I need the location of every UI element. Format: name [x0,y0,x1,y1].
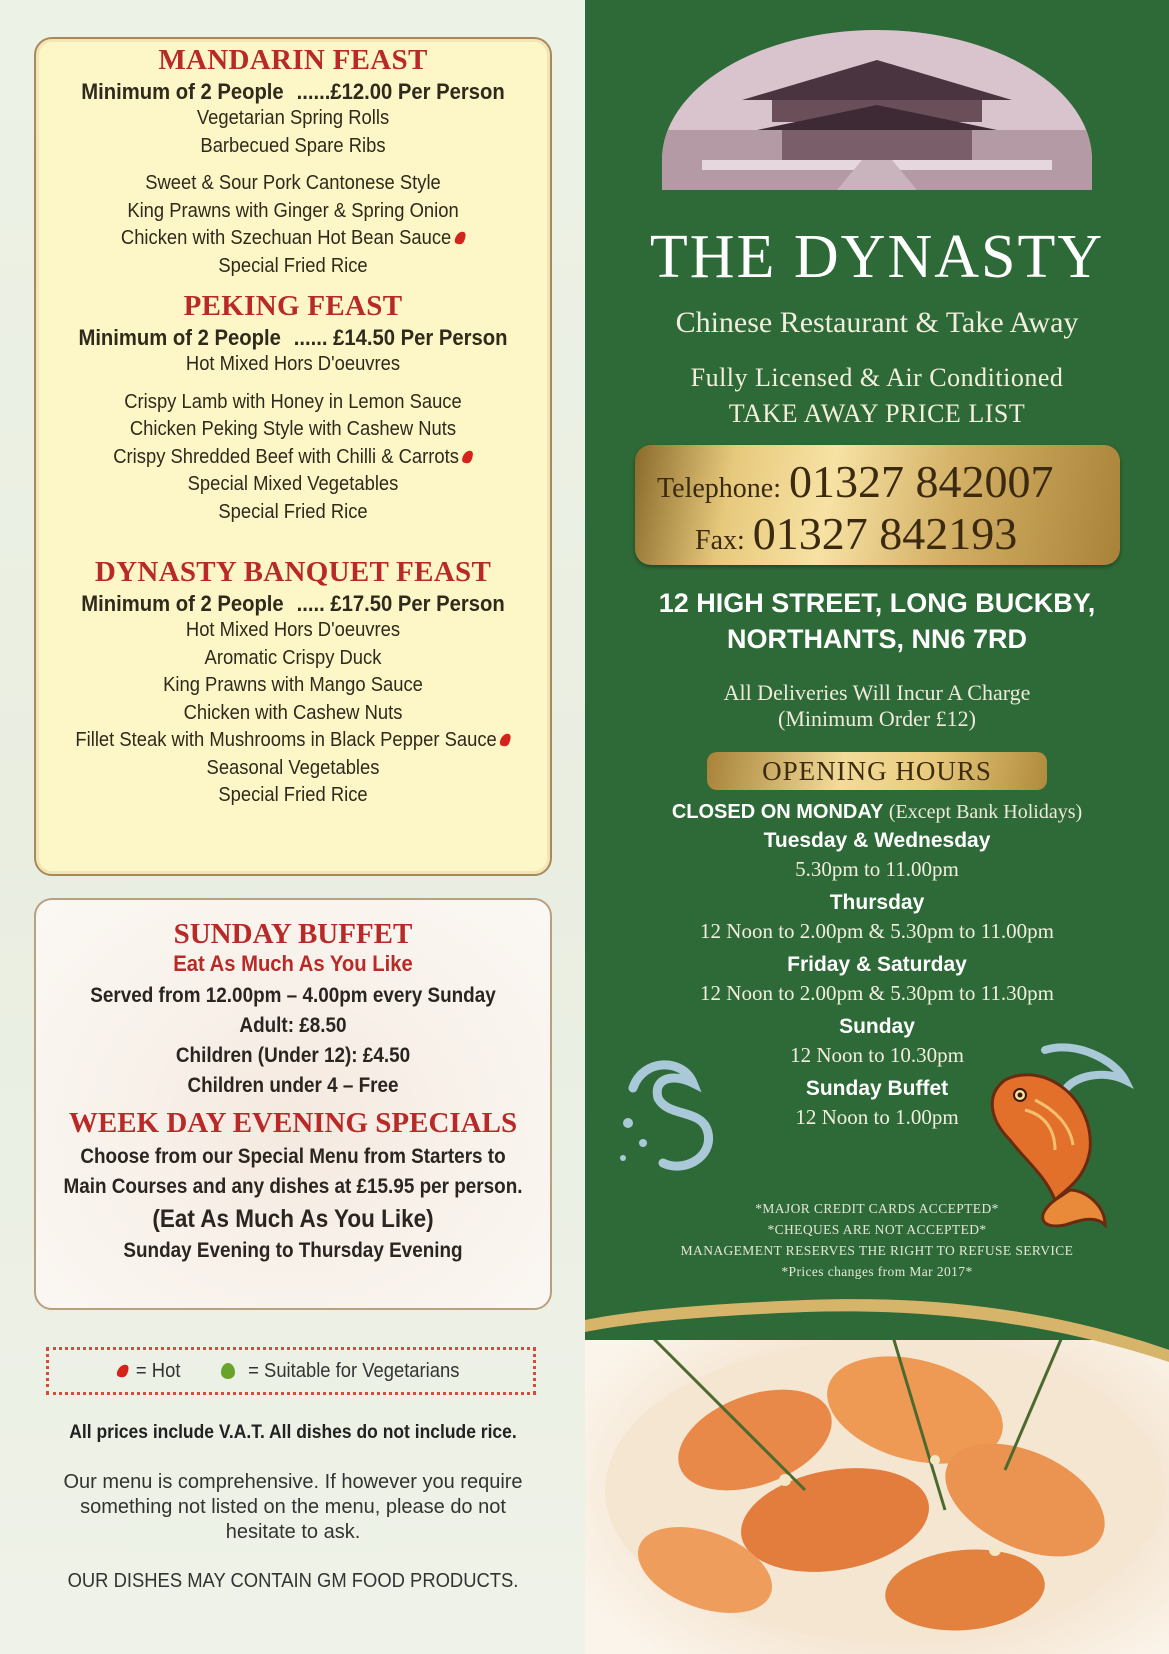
hours-time: 12 Noon to 10.30pm [790,1043,964,1067]
weekday-eat-as-much: (Eat As Much As You Like) [152,1205,434,1233]
weekday-line: Choose from our Special Menu from Starters to [80,1145,506,1168]
hours-time: 5.30pm to 11.00pm [795,857,959,881]
peking-feast-title: PEKING FEAST [183,290,403,322]
hours-day: Friday & Saturday [787,953,967,976]
hours-time: 12 Noon to 2.00pm & 5.30pm to 11.00pm [700,919,1054,943]
chili-icon [453,229,467,246]
menu-item: Special Fried Rice [218,784,368,806]
closed-monday: CLOSED ON MONDAY (Except Bank Holidays) [671,801,1083,823]
hours-day: Thursday [829,891,925,914]
buffet-line: Children (Under 12): £4.50 [175,1044,411,1067]
sunday-buffet-subtitle: Eat As Much As You Like [173,951,413,976]
menu-item: Sweet & Sour Pork Cantonese Style [145,172,441,194]
menu-item: Special Fried Rice [218,500,368,523]
banquet-feast-title: DYNASTY BANQUET FEAST [94,556,492,588]
buffet-line: Adult: £8.50 [239,1014,347,1037]
phone-fax-box [635,445,1120,565]
banquet-minimum: Minimum of 2 People ..... £17.50 Per Person [81,591,505,616]
address: 12 HIGH STREET, LONG BUCKBY, NORTHANTS, NN6 7RD [658,588,1096,654]
temple-image [662,30,1092,190]
chili-icon [499,731,513,748]
delivery-note: All Deliveries Will Incur A Charge (Minimum Order £12) [723,680,1031,731]
menu-item: Seasonal Vegetables [206,756,380,779]
hours-time: 12 Noon to 2.00pm & 5.30pm to 11.30pm [700,981,1054,1005]
menu-item: Crispy Lamb with Honey in Lemon Sauce [124,390,462,413]
peking-minimum: Minimum of 2 People ...... £14.50 Per Person [78,325,508,350]
menu-item: Barbecued Spare Ribs [200,134,386,157]
fax-number: 01327 842193 [752,508,1018,559]
fax-row: Fax: 01327 842193 [695,508,1018,559]
menu-item: Aromatic Crispy Duck [204,646,382,669]
right-column [585,0,1169,1654]
gm-note: OUR DISHES MAY CONTAIN GM FOOD PRODUCTS. [67,1570,519,1592]
hours-time: 12 Noon to 1.00pm [795,1105,959,1129]
sunday-buffet-box [34,898,552,1310]
sunday-buffet-title: SUNDAY BUFFET [173,918,413,950]
telephone-row: Telephone: 01327 842007 [657,456,1054,507]
feast-menu-box [34,37,552,876]
menu-item: Chicken with Cashew Nuts [183,701,403,724]
telephone-number[interactable]: 01327 842007 [789,456,1054,507]
legend: = Hot = Suitable for Vegetarians [46,1347,536,1395]
weekday-specials-title: WEEK DAY EVENING SPECIALS [68,1107,518,1139]
weekday-line: Main Courses and any dishes at £15.95 per person. [63,1175,523,1198]
payment-notes: *MAJOR CREDIT CARDS ACCEPTED* *CHEQUES ARE NOT ACCEPTED* MANAGEMENT RESERVES THE RIGHT TO REFUSE SERVICE *Prices changes from Mar 2017* [680,1201,1074,1279]
hours-day: Tuesday & Wednesday [763,829,991,852]
license-info: Fully Licensed & Air Conditioned TAKE AWAY PRICE LIST [690,363,1064,428]
wave-icon [613,1048,733,1178]
menu-item: Vegetarian Spring Rolls [196,107,390,129]
opening-hours-title: OPENING HOURS [707,752,1047,790]
menu-item: King Prawns with Mango Sauce [163,674,423,696]
menu-item: King Prawns with Ginger & Spring Onion [127,199,459,222]
mandarin-feast-title: MANDARIN FEAST [158,44,428,76]
menu-item: Hot Mixed Hors D'oeuvres [185,353,401,375]
hours-day: Sunday Buffet [805,1077,949,1100]
menu-item: Special Fried Rice [218,254,368,277]
menu-item: Fillet Steak with Mushrooms in Black Pepper Sauce [57,727,530,755]
comprehensive-note: Our menu is comprehensive. If however you require something not listed on the menu, please do not hesitate to ask. [63,1471,523,1543]
menu-item: Hot Mixed Hors D'oeuvres [185,619,401,641]
menu-item: Special Mixed Vegetables [187,473,399,495]
restaurant-name: THE DYNASTY [649,223,1105,291]
menu-item: Chicken with Szechuan Hot Bean Sauce [57,225,530,253]
mandarin-minimum: Minimum of 2 People ......£12.00 Per Person [81,79,505,104]
buffet-line: Children under 4 – Free [187,1074,399,1097]
menu-item: Crispy Shredded Beef with Chilli & Carrots [57,444,530,472]
weekday-range: Sunday Evening to Thursday Evening [123,1239,463,1262]
chili-icon [115,1362,130,1379]
leaf-icon [221,1363,235,1379]
hours-day: Sunday [839,1015,915,1038]
buffet-line: Served from 12.00pm – 4.00pm every Sunday [90,984,496,1007]
vat-note: All prices include V.A.T. All dishes do not include rice. [69,1422,517,1443]
menu-item: Chicken Peking Style with Cashew Nuts [129,418,457,440]
chili-icon [461,448,475,465]
restaurant-tagline: Chinese Restaurant & Take Away [675,306,1079,339]
